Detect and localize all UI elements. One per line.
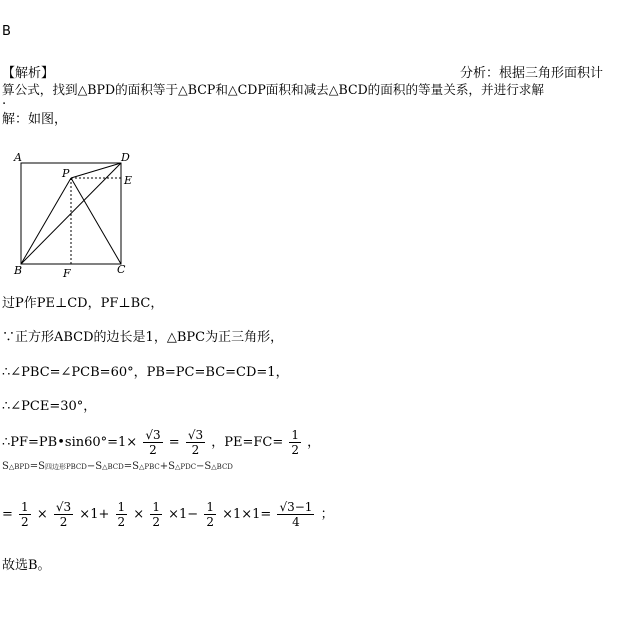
- fraction: $\frac{1}{2}$: [206, 500, 214, 529]
- fraction: $\frac{1}{2}$: [117, 500, 126, 529]
- analysis-label: 【解析】: [2, 66, 55, 81]
- label-a: A: [14, 151, 22, 164]
- fraction: $\frac{1}{2}$: [291, 428, 300, 457]
- analysis-head: 分析：根据三角形面积计: [460, 66, 604, 81]
- conclusion: 故选B。: [2, 558, 51, 573]
- label-f: F: [63, 267, 71, 280]
- line-5-a: ∴PF=PB•sin60°=1×: [2, 435, 138, 450]
- fraction: $\frac{√3-1}{4}$: [279, 500, 313, 529]
- label-c: C: [117, 263, 126, 276]
- label-d: D: [121, 151, 130, 164]
- line-1: 过P作PE⊥CD，PF⊥BC，: [2, 296, 164, 311]
- label-e: E: [124, 174, 133, 187]
- answer-letter: B: [2, 24, 11, 39]
- fraction: $\frac{√3}{2}$: [187, 428, 204, 457]
- line-2: ∵正方形ABCD的边长是1，△BPC为正三角形，: [2, 330, 284, 345]
- line-4: ∴∠PCE=30°，: [2, 399, 97, 414]
- fraction: $\frac{√3}{2}$: [145, 428, 161, 457]
- square-figure: [0, 145, 150, 285]
- label-b: B: [14, 264, 23, 277]
- fraction: $\frac{1}{2}$: [21, 500, 29, 529]
- fraction: $\frac{1}{2}$: [152, 500, 160, 529]
- fraction: $\frac{√3}{2}$: [55, 500, 72, 529]
- line-6: S△BPD=S四边形PBCD−S△BCD=S△PBC+S△PDC−S△BCD: [2, 461, 233, 472]
- line-5: ∴PF=PB•sin60°=1× $\frac{√3}{2}$ = $\frac{√3}{2}$ ，PE=FC= $\frac{1}{2}$ ，: [2, 428, 321, 457]
- segment-cp: [71, 178, 121, 264]
- line-7: = $\frac{1}{2}$ × $\frac{√3}{2}$ ×1+ $\frac{1}{2}$ × $\frac{1}{2}$ ×1− $\frac{1}{2}$ ×1×1= $\frac{√3-1}{4}$ ；: [2, 500, 334, 529]
- solution-intro: 解：如图，: [2, 112, 68, 127]
- line-3: ∴∠PBC=∠PCB=60°，PB=PC=BC=CD=1，: [2, 365, 289, 380]
- analysis-body: 算公式，找到△BPD的面积等于△BCP和△CDP面积和减去△BCD的面积的等量关系，并进行求解: [2, 82, 544, 97]
- label-p: P: [62, 167, 70, 180]
- analysis-tail: .: [2, 93, 7, 108]
